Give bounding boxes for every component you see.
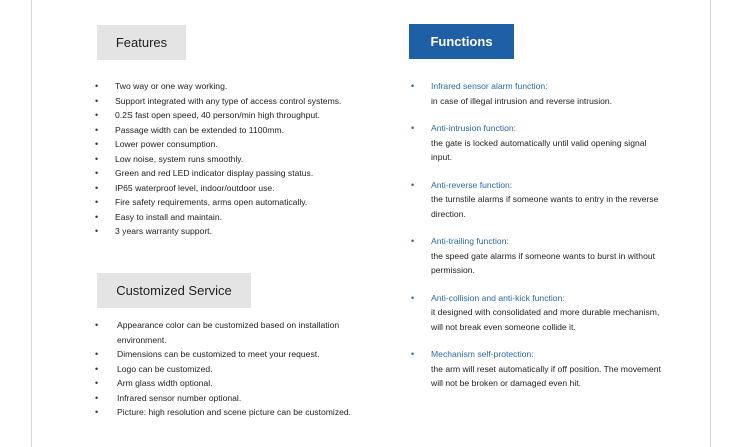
function-description: the arm will reset automatically if off position. The movement will not be broken or damaged even hit. (431, 363, 661, 388)
features-list (95, 79, 355, 239)
page-border-right (710, 0, 711, 447)
customized-service-heading (97, 273, 251, 308)
list-item: • Low noise, system runs smoothly. (95, 152, 355, 167)
function-description: the gate is locked automatically until valid opening signal input. (431, 137, 647, 162)
list-item: • Arm glass width optional. (95, 376, 355, 391)
functions-list (411, 79, 666, 404)
list-item: • Fire safety requirements, arms open automatically. (95, 195, 355, 210)
function-item (411, 79, 666, 108)
list-item: • Two way or one way working. (95, 79, 355, 94)
list-item: • Lower power consumption. (95, 137, 355, 152)
function-description: the speed gate alarms if someone wants to burst in without permission. (431, 250, 656, 275)
list-item: • 0.2S fast open speed, 40 person/min high throughput. (95, 108, 355, 123)
function-title: • Anti-intrusion function: (431, 123, 517, 133)
list-item: • Infrared sensor number optional. (95, 391, 355, 406)
list-item: • Green and red LED indicator display passing status. (95, 166, 355, 181)
customized-service-list (95, 318, 355, 420)
function-item (411, 234, 666, 278)
function-title: • Anti-reverse function: (431, 179, 513, 190)
list-item: • 3 years warranty support. (95, 224, 355, 239)
features-heading (97, 25, 186, 60)
function-description: in case of illegal intrusion and reverse intrusion. (431, 95, 613, 106)
list-item: • Passage width can be extended to 1100mm. (95, 123, 355, 138)
list-item: • IP65 waterproof level, indoor/outdoor use. (95, 181, 355, 196)
list-item: • Appearance color can be customized based on installation environment. (95, 318, 355, 347)
function-item (411, 121, 666, 165)
function-title: • Mechanism self-protection: (431, 349, 534, 359)
list-item: • Logo can be customized. (95, 362, 355, 377)
list-item: • Support integrated with any type of access control systems. (95, 94, 355, 109)
features-heading-label: Features (115, 35, 168, 50)
list-item: • Dimensions can be customized to meet your request. (95, 347, 355, 362)
function-item (411, 178, 666, 222)
customized-service-heading-label: Customized Service (116, 283, 232, 298)
function-item (411, 291, 666, 335)
function-description: it designed with consolidated and more durable mechanism, will not break even someone collide it. (431, 307, 660, 332)
function-description: the turnstile alarms if someone wants to entry in the reverse direction. (431, 194, 659, 219)
page-border-left (31, 0, 32, 447)
function-item (411, 347, 666, 391)
function-title: • Anti-collision and anti-kick function: (431, 292, 565, 303)
functions-heading (409, 24, 514, 59)
function-title: • Infrared sensor alarm function: (431, 81, 548, 91)
list-item: • Easy to install and maintain. (95, 210, 355, 225)
function-title: • Anti-trailing function: (431, 236, 509, 246)
list-item: • Picture: high resolution and scene picture can be customized. (95, 405, 355, 420)
functions-heading-label: Functions (430, 34, 493, 49)
